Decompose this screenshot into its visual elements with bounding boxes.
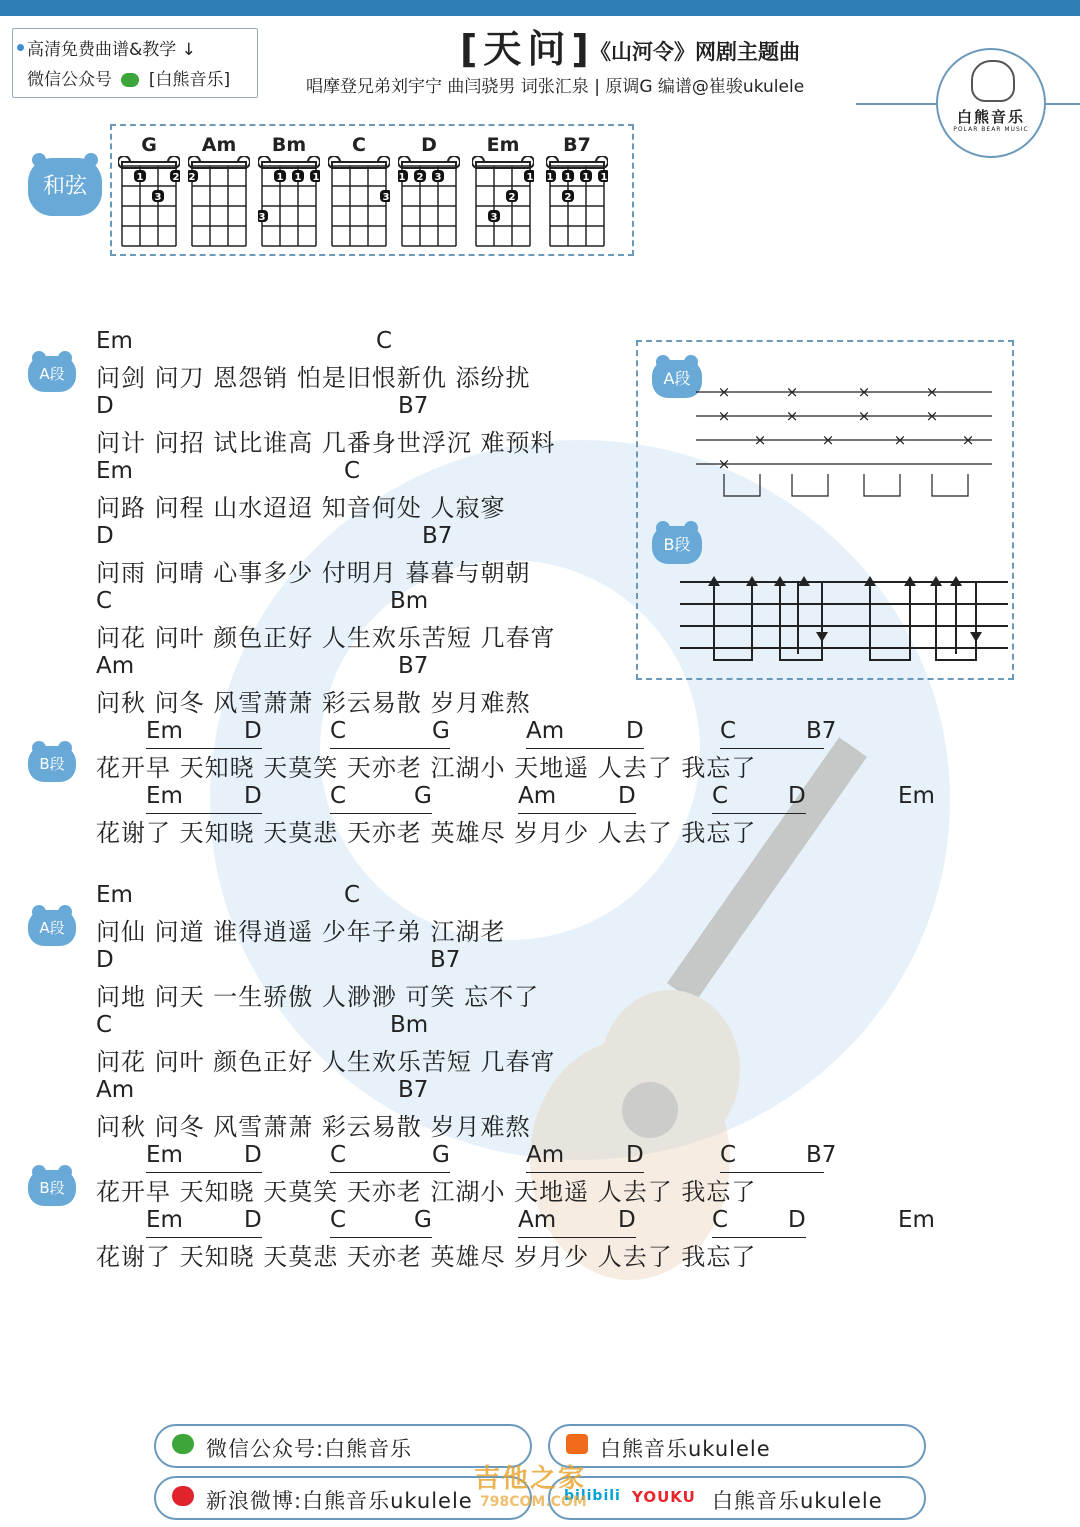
section-badge: B段 — [28, 1170, 76, 1206]
chord-symbol: G — [414, 1207, 432, 1233]
logo-sub: POLAR BEAR MUSIC — [953, 126, 1029, 133]
finger-number: 2 — [508, 192, 516, 203]
finger-number: 3 — [258, 212, 266, 223]
chord-symbol: Bm — [390, 588, 429, 614]
chord-symbol: C — [720, 718, 737, 744]
chord-symbol: C — [376, 328, 393, 354]
chord-symbol: D — [244, 783, 262, 809]
lyric-line: 问雨 问晴 心事多少 付明月 暮暮与朝朝 — [96, 559, 531, 587]
song-subtitle: 《山河令》网剧主题曲 — [590, 40, 800, 64]
chord-diagram-em — [472, 134, 534, 252]
finger-number: 1 — [276, 172, 284, 183]
weibo-icon — [172, 1486, 194, 1506]
lyric-line: 问花 问叶 颜色正好 人生欢乐苦短 几春宵 — [96, 624, 556, 652]
section-badge: A段 — [28, 356, 76, 392]
svg-text:×: × — [857, 383, 871, 401]
chord-symbol: D — [788, 783, 806, 809]
svg-text:×: × — [753, 431, 767, 449]
finger-number: 3 — [434, 172, 442, 183]
lyric-line: 问计 问招 试比谁高 几番身世浮沉 难预料 — [96, 429, 556, 457]
chord-symbol: Em — [96, 882, 133, 908]
chord-symbol: Am — [518, 783, 557, 809]
wechat-icon — [121, 73, 139, 87]
svg-text:×: × — [785, 383, 799, 401]
chord-symbol: B7 — [806, 1142, 837, 1168]
finger-number: 1 — [136, 172, 144, 183]
chord-grid — [328, 156, 390, 252]
song-title: [天问] — [460, 27, 595, 71]
finger-number: 1 — [526, 172, 534, 183]
finger-number: 1 — [312, 172, 320, 183]
footer-taobao[interactable]: 白熊音乐ukulele — [548, 1424, 926, 1468]
promo-wechat-label: 微信公众号 — [27, 70, 112, 90]
chord-symbol: Em — [898, 1207, 935, 1233]
taobao-icon — [566, 1434, 588, 1454]
bear-icon — [971, 60, 1015, 102]
svg-text:×: × — [925, 407, 939, 425]
chord-name: D — [421, 134, 437, 156]
top-frame-bar — [0, 0, 1080, 16]
promo-wechat-tag: [白熊音乐] — [148, 70, 231, 90]
finger-number: 1 — [546, 172, 554, 183]
chord-symbol: B7 — [398, 393, 429, 419]
chord-symbol: D — [96, 393, 114, 419]
chord-symbol: C — [712, 1207, 729, 1233]
finger-number: 3 — [382, 192, 390, 203]
chord-symbol: Am — [96, 653, 135, 679]
pattern-a-badge: A段 — [652, 360, 702, 398]
bullet-dot — [17, 44, 24, 51]
chord-diagram-c — [328, 134, 390, 252]
finger-number: 1 — [564, 172, 572, 183]
chord-symbol: B7 — [398, 1077, 429, 1103]
chord-diagram-g — [118, 134, 180, 252]
pattern-a-tab — [696, 378, 996, 498]
svg-text:×: × — [821, 431, 835, 449]
strum-pattern-box — [636, 340, 1014, 680]
watermark-text: 吉他之家 — [474, 1464, 587, 1494]
chord-symbol: D — [244, 1207, 262, 1233]
chord-symbol: C — [96, 1012, 113, 1038]
finger-number: 2 — [172, 172, 180, 183]
chord-symbol: Em — [146, 1207, 183, 1233]
chord-symbol: D — [626, 718, 644, 744]
chord-symbol: D — [626, 1142, 644, 1168]
chord-symbol: Em — [96, 458, 133, 484]
chord-symbol: C — [330, 1142, 347, 1168]
promo-box — [12, 28, 258, 98]
chord-symbol: C — [344, 882, 361, 908]
chord-symbol: Em — [146, 718, 183, 744]
chord-name: Bm — [271, 134, 307, 156]
finger-number: 3 — [154, 192, 162, 203]
footer-wechat[interactable]: 微信公众号:白熊音乐 — [154, 1424, 532, 1468]
lyric-line: 花开早 天知晓 天莫笑 天亦老 江湖小 天地遥 人去了 我忘了 — [96, 1178, 757, 1206]
finger-number: 1 — [600, 172, 608, 183]
chord-symbol: C — [330, 1207, 347, 1233]
chord-symbol: Am — [526, 1142, 565, 1168]
chord-symbol: G — [414, 783, 432, 809]
finger-number: 2 — [188, 172, 196, 183]
lyric-line: 问剑 问刀 恩怨销 怕是旧恨新仇 添纷扰 — [96, 364, 531, 392]
chord-symbol: Am — [518, 1207, 557, 1233]
lyric-line: 问花 问叶 颜色正好 人生欢乐苦短 几春宵 — [96, 1048, 556, 1076]
chord-symbol: D — [96, 523, 114, 549]
watermark-sub: 798COM.COM — [480, 1494, 587, 1510]
footer-video[interactable]: bilibili YOUKU 白熊音乐ukulele — [548, 1476, 926, 1520]
chord-name: C — [352, 134, 366, 156]
chord-symbol: D — [618, 783, 636, 809]
chord-symbol: G — [432, 718, 450, 744]
chord-symbol: B7 — [806, 718, 837, 744]
chord-diagrams — [110, 124, 634, 256]
chord-grid — [188, 156, 250, 252]
lyric-line: 问仙 问道 谁得逍遥 少年子弟 江湖老 — [96, 918, 506, 946]
chord-name: Am — [201, 134, 237, 156]
chord-symbol: Am — [96, 1077, 135, 1103]
section-badge: A段 — [28, 910, 76, 946]
chord-symbol: D — [788, 1207, 806, 1233]
chord-symbol: D — [96, 947, 114, 973]
chord-symbol: C — [712, 783, 729, 809]
chord-symbol: D — [244, 1142, 262, 1168]
chord-grid — [398, 156, 460, 252]
chord-symbol: Em — [146, 783, 183, 809]
chord-symbol: C — [96, 588, 113, 614]
chord-symbol: C — [330, 783, 347, 809]
svg-text:×: × — [961, 431, 975, 449]
chord-symbol: C — [344, 458, 361, 484]
chord-symbol: D — [244, 718, 262, 744]
lyric-line: 花谢了 天知晓 天莫悲 天亦老 英雄尽 岁月少 人去了 我忘了 — [96, 819, 757, 847]
finger-number: 1 — [398, 172, 406, 183]
chord-diagram-b7 — [546, 134, 608, 252]
chord-name: G — [141, 134, 157, 156]
svg-text:×: × — [785, 407, 799, 425]
chord-symbol: G — [432, 1142, 450, 1168]
chord-symbol: B7 — [422, 523, 453, 549]
footer-weibo[interactable]: 新浪微博:白熊音乐ukulele — [154, 1476, 532, 1520]
bilibili-icon: bilibili — [564, 1488, 621, 1504]
chord-symbol: Bm — [390, 1012, 429, 1038]
svg-text:×: × — [925, 383, 939, 401]
wechat-icon — [172, 1434, 194, 1454]
finger-number: 1 — [582, 172, 590, 183]
pattern-b-badge: B段 — [652, 526, 702, 564]
chord-name: Em — [486, 134, 520, 156]
chord-diagram-am — [188, 134, 250, 252]
chords-label-badge: 和弦 — [28, 158, 102, 216]
svg-text:×: × — [893, 431, 907, 449]
chord-name: B7 — [563, 134, 591, 156]
finger-number: 2 — [564, 192, 572, 203]
chord-symbol: Em — [898, 783, 935, 809]
promo-line-1: 高清免费曲谱&教学 ↓ — [27, 40, 196, 60]
chord-symbol: B7 — [430, 947, 461, 973]
svg-text:×: × — [717, 383, 731, 401]
finger-number: 3 — [490, 212, 498, 223]
chord-diagram-bm — [258, 134, 320, 252]
youku-icon: YOUKU — [632, 1488, 696, 1506]
brand-logo — [936, 48, 1046, 158]
chord-symbol: C — [330, 718, 347, 744]
chord-symbol: Em — [146, 1142, 183, 1168]
lyric-line: 花谢了 天知晓 天莫悲 天亦老 英雄尽 岁月少 人去了 我忘了 — [96, 1243, 757, 1271]
pattern-b-tab — [680, 576, 1010, 666]
promo-line-2 — [27, 65, 230, 90]
finger-number: 2 — [416, 172, 424, 183]
svg-text:×: × — [717, 455, 731, 473]
chord-grid — [258, 156, 320, 252]
lyric-line: 问秋 问冬 风雪萧萧 彩云易散 岁月难熬 — [96, 689, 531, 717]
chord-symbol: B7 — [398, 653, 429, 679]
chord-symbol: D — [618, 1207, 636, 1233]
chord-symbol: C — [720, 1142, 737, 1168]
chord-grid — [472, 156, 534, 252]
logo-name: 白熊音乐 — [956, 108, 1025, 126]
chord-diagram-d — [398, 134, 460, 252]
section-badge: B段 — [28, 746, 76, 782]
chord-symbol: Em — [96, 328, 133, 354]
finger-number: 1 — [294, 172, 302, 183]
svg-text:×: × — [717, 407, 731, 425]
chord-grid — [118, 156, 180, 252]
chord-grid — [546, 156, 608, 252]
lyric-line: 问秋 问冬 风雪萧萧 彩云易散 岁月难熬 — [96, 1113, 531, 1141]
svg-text:×: × — [857, 407, 871, 425]
lyric-line: 问地 问天 一生骄傲 人渺渺 可笑 忘不了 — [96, 983, 540, 1011]
lyric-line: 问路 问程 山水迢迢 知音何处 人寂寥 — [96, 494, 506, 522]
lyric-line: 花开早 天知晓 天莫笑 天亦老 江湖小 天地遥 人去了 我忘了 — [96, 754, 757, 782]
chord-symbol: Am — [526, 718, 565, 744]
song-credits: 唱摩登兄弟刘宇宁 曲闫骁男 词张汇泉 | 原调G 编谱@崔骏ukulele — [306, 77, 805, 97]
